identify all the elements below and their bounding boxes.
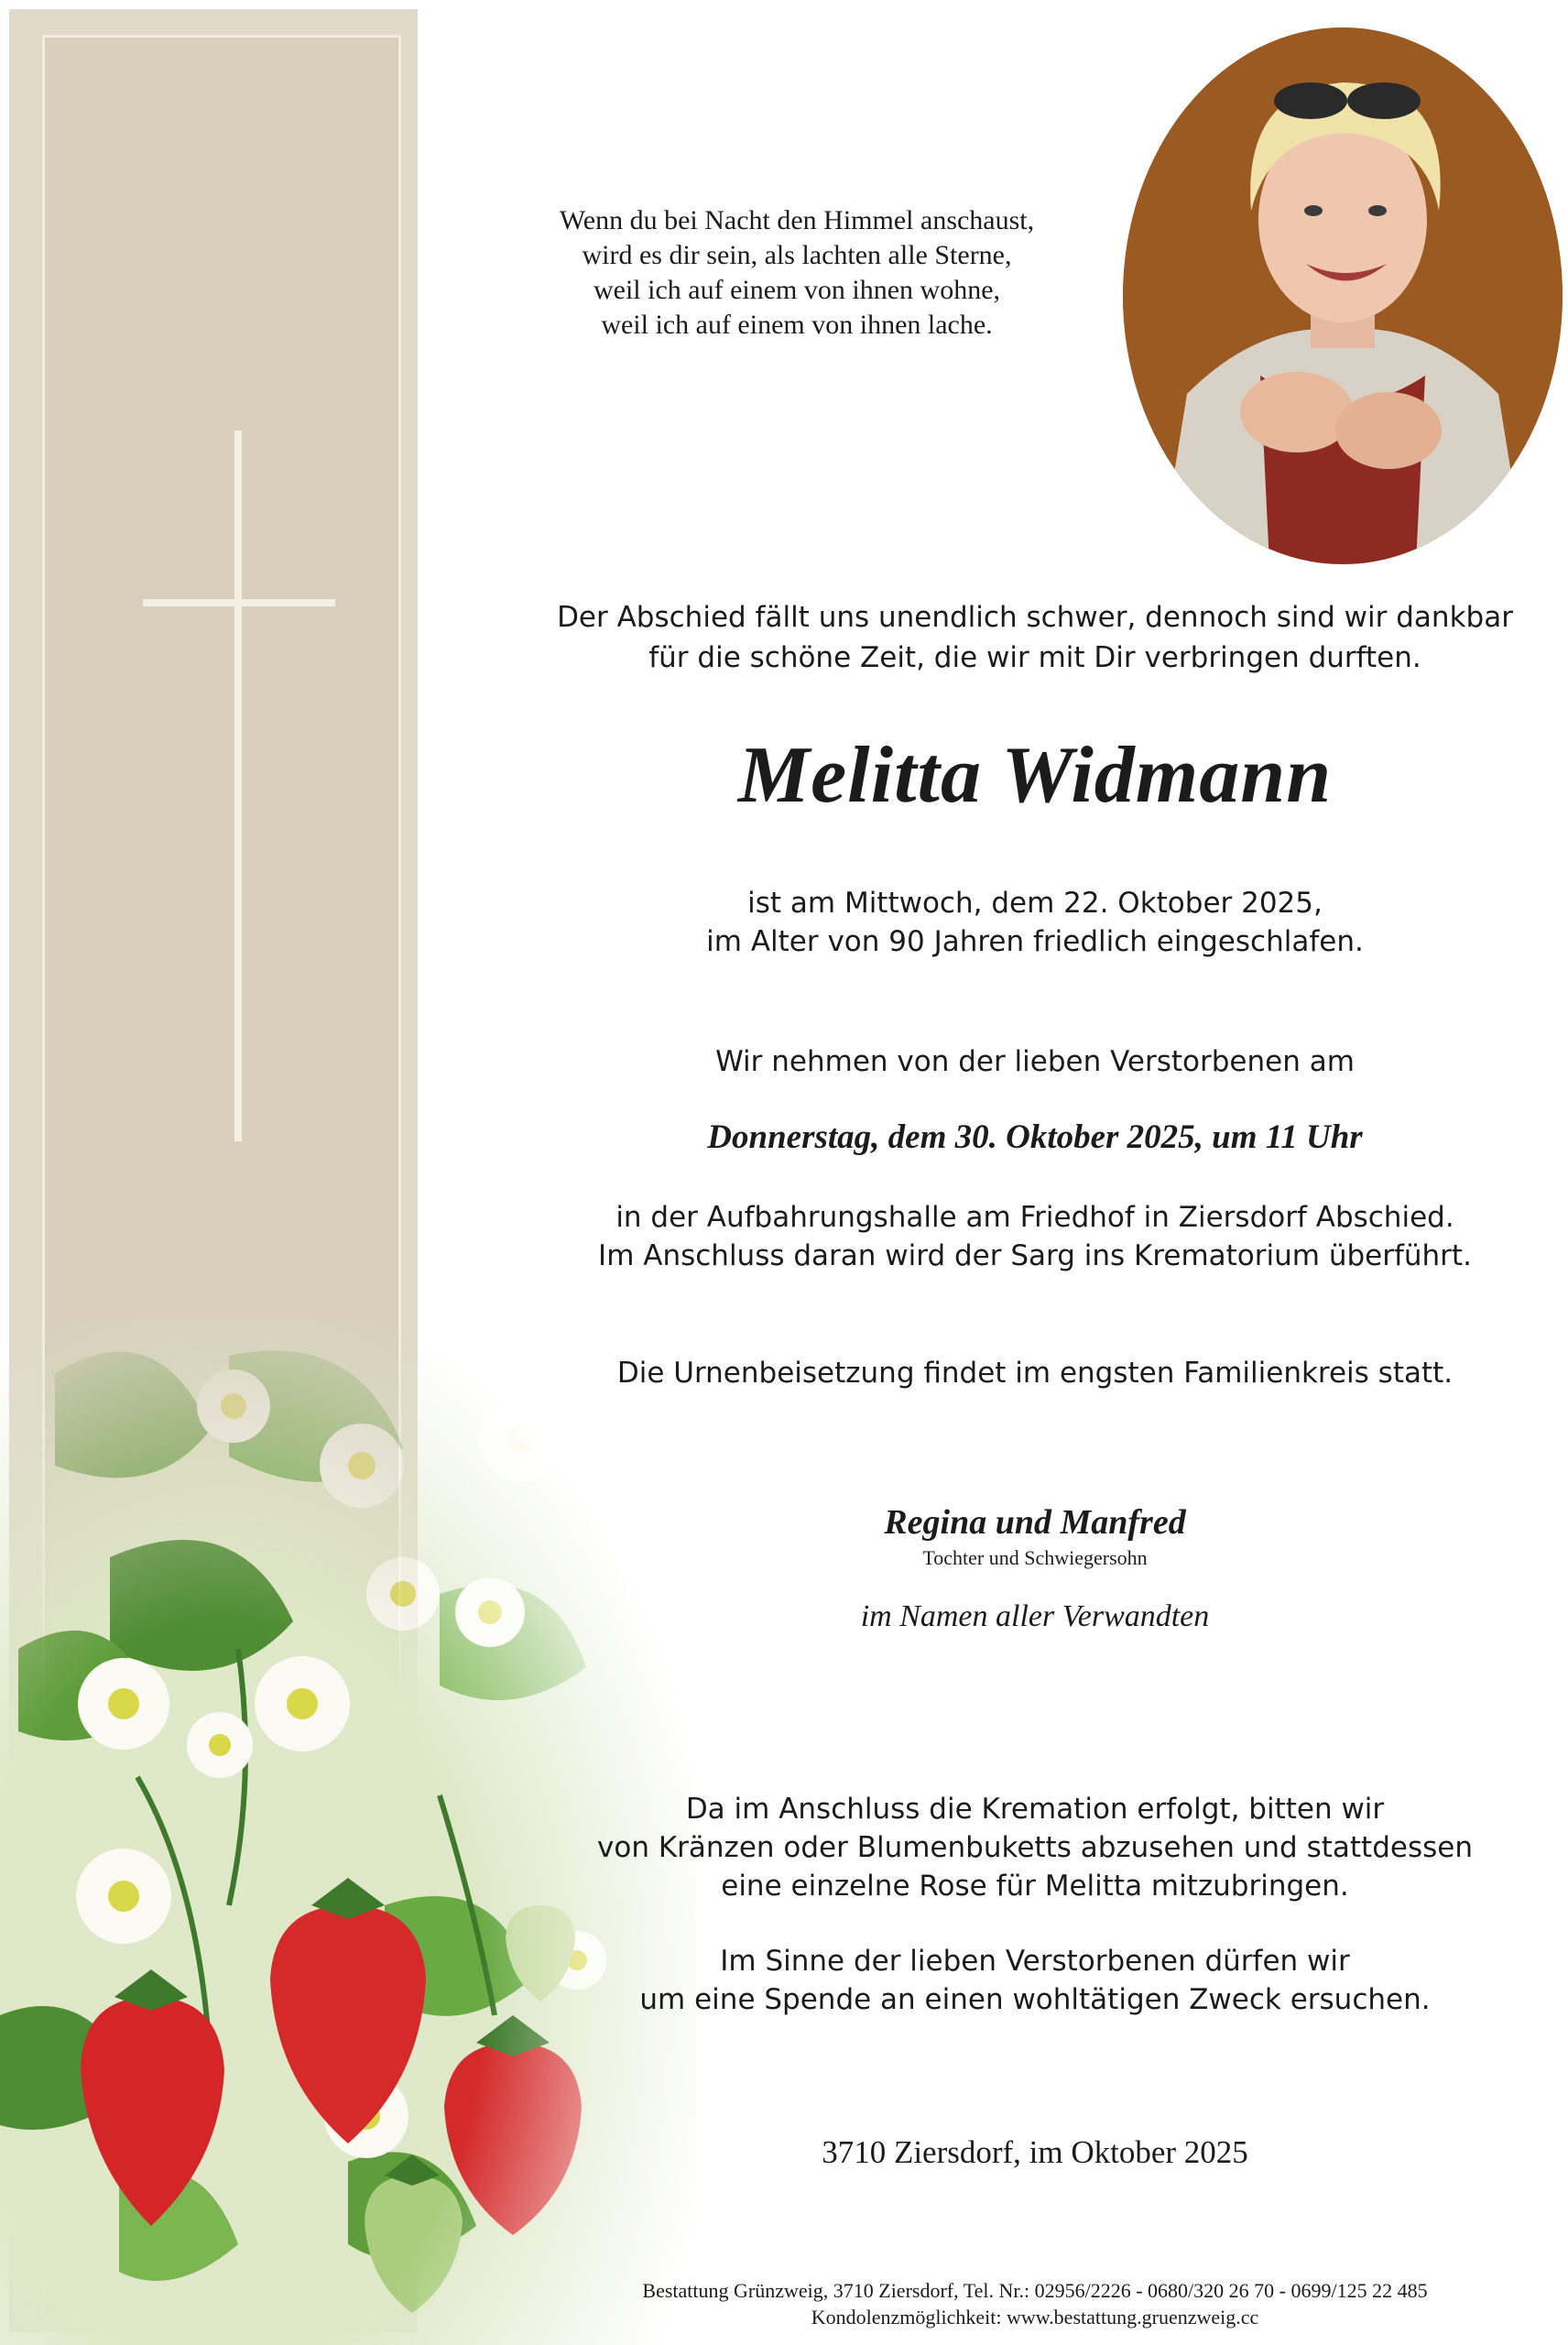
- footer: [513, 2277, 1557, 2330]
- donation-line: um eine Spende an einen wohltätigen Zweck ersuchen.: [639, 1983, 1431, 2016]
- cremation-line: eine einzelne Rose für Melitta mitzubringen.: [721, 1870, 1349, 1903]
- cross-horizontal-bar: [143, 599, 335, 606]
- footer-condolence-link[interactable]: Kondolenzmöglichkeit: www.bestattung.gruenzweig.cc: [811, 2306, 1259, 2329]
- mourner-relation: Tochter und Schwiegersohn: [922, 1546, 1148, 1569]
- farewell-place-line: in der Aufbahrungshalle am Friedhof in Ziersdorf Abschied.: [615, 1201, 1454, 1234]
- donation-line: Im Sinne der lieben Verstorbenen dürfen wir: [720, 1945, 1350, 1978]
- death-notice: [513, 884, 1557, 961]
- poem-quote: [476, 203, 1117, 343]
- cremation-line: von Kränzen oder Blumenbuketts abzusehen und stattdessen: [597, 1831, 1473, 1864]
- urn-burial-note: Die Urnenbeisetzung findet im engsten Familienkreis statt.: [616, 1357, 1454, 1390]
- intro-line: für die schöne Zeit, die wir mit Dir verbringen durften.: [648, 641, 1421, 674]
- cross-vertical-bar: [234, 431, 242, 1141]
- death-notice-line: ist am Mittwoch, dem 22. Oktober 2025,: [747, 887, 1323, 920]
- mourner-family: im Namen aller Verwandten: [860, 1599, 1210, 1633]
- location-date: 3710 Ziersdorf, im Oktober 2025: [822, 2134, 1248, 2170]
- farewell-intro-line: Wir nehmen von der lieben Verstorbenen am: [715, 1045, 1355, 1078]
- farewell-date: Donnerstag, dem 30. Oktober 2025, um 11 Uhr: [707, 1118, 1363, 1156]
- farewell-place: [513, 1198, 1557, 1275]
- death-notice-line: im Alter von 90 Jahren friedlich eingeschlafen.: [706, 925, 1364, 958]
- farewell-place-line: Im Anschluss daran wird der Sarg ins Krematorium überführt.: [598, 1239, 1472, 1272]
- poem-line: Wenn du bei Nacht den Himmel anschaust,: [559, 205, 1035, 235]
- poem-line: wird es dir sein, als lachten alle Sterne,: [582, 240, 1012, 270]
- poem-line: weil ich auf einem von ihnen wohne,: [593, 275, 1001, 305]
- footer-contact: Bestattung Grünzweig, 3710 Ziersdorf, Tel. Nr.: 02956/2226 - 0680/320 26 70 - 0699/125 22 485: [642, 2279, 1428, 2302]
- mourner-names: Regina und Manfred: [884, 1503, 1186, 1542]
- intro-line: Der Abschied fällt uns unendlich schwer, dennoch sind wir dankbar: [557, 601, 1513, 634]
- donation-note: [513, 1942, 1557, 2019]
- portrait-photo: [1123, 27, 1563, 564]
- cremation-note: [513, 1790, 1557, 1905]
- poem-line: weil ich auf einem von ihnen lache.: [601, 310, 993, 340]
- cremation-line: Da im Anschluss die Kremation erfolgt, bitten wir: [685, 1793, 1385, 1826]
- deceased-name: Melitta Widmann: [737, 731, 1333, 820]
- farewell-intro-text: [513, 597, 1557, 678]
